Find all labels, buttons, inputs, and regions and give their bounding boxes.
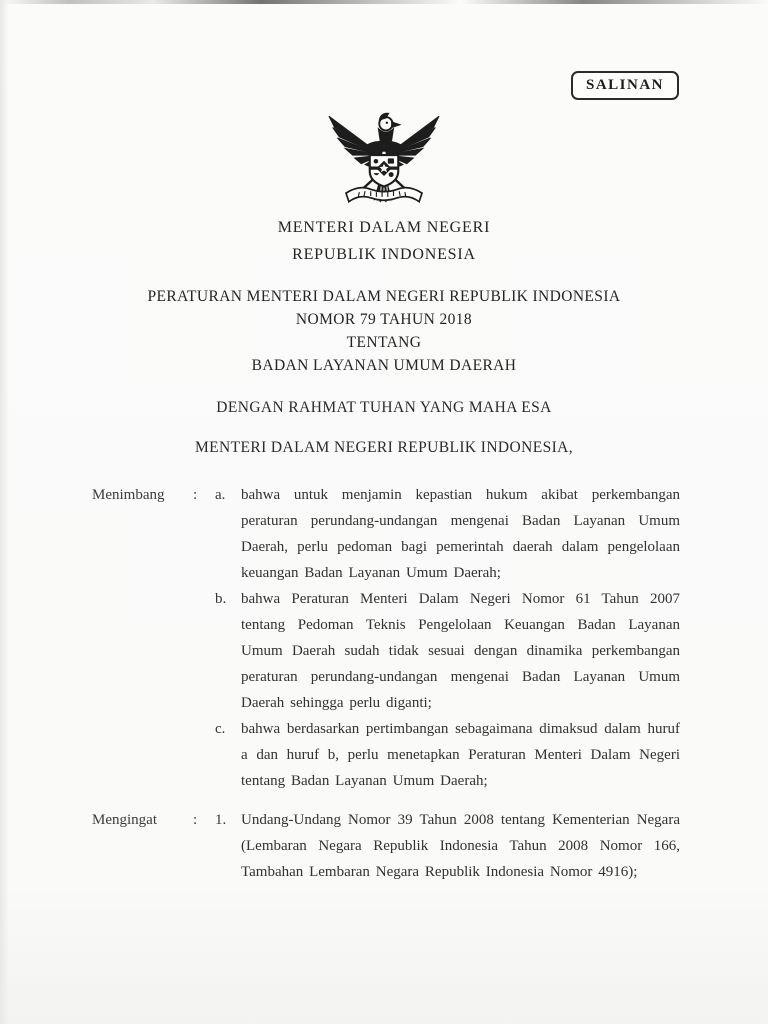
clause-text: bahwa berdasarkan pertimbangan sebagaimana dimaksud dalam huruf a dan huruf b, perlu menetapkan Peraturan Menteri Dalam Negeri tentang Badan Layanan Umum Daerah;: [241, 721, 680, 789]
section-label: Menimbang: [92, 487, 165, 503]
ministry-header: [0, 214, 768, 268]
clause-marker: c.: [215, 721, 226, 737]
section-separator: :: [193, 487, 198, 503]
section-menimbang: [92, 482, 680, 794]
salinan-stamp-label: SALINAN: [585, 77, 664, 93]
clause-1: [215, 807, 680, 885]
scan-artifact-top-edge: [0, 0, 768, 4]
clause-text: bahwa untuk menjamin kepastian hukum akibat perkembangan peraturan perundang-undangan mengenai Badan Layanan Umum Daerah, perlu pedoman bagi pemerintah daerah dalam pengelolaan keuangan Badan Layanan Umum Daerah;: [241, 487, 680, 581]
clause-text: bahwa Peraturan Menteri Dalam Negeri Nomor 61 Tahun 2007 tentang Pedoman Teknis Pengelolaan Keuangan Badan Layanan Umum Daerah sudah tidak sesuai dengan dinamika perkembangan peraturan perundang-undangan mengenai Badan Layanan Umum Daerah sehingga perlu diganti;: [241, 591, 680, 711]
regulation-title-line1: PERATURAN MENTERI DALAM NEGERI REPUBLIK INDONESIA: [147, 288, 621, 305]
garuda-pancasila-emblem-icon: [327, 107, 441, 207]
clause-marker: a.: [215, 487, 226, 503]
regulation-tentang: TENTANG: [346, 334, 422, 351]
document-body: [92, 482, 680, 885]
clause-marker: 1.: [215, 812, 227, 828]
section-label: Mengingat: [92, 812, 157, 828]
authority-line: MENTERI DALAM NEGERI REPUBLIK INDONESIA,: [194, 439, 574, 456]
section-mengingat: [92, 807, 680, 885]
clause-marker: b.: [215, 591, 227, 607]
section-clauses: [215, 482, 680, 794]
regulation-number: NOMOR 79 TAHUN 2018: [295, 311, 473, 328]
regulation-title: [0, 285, 768, 377]
clause-c: [215, 716, 680, 794]
section-separator: :: [193, 812, 198, 828]
clause-b: [215, 586, 680, 716]
republic-name: REPUBLIK INDONESIA: [292, 246, 476, 263]
clause-a: [215, 482, 680, 586]
regulation-subject: BADAN LAYANAN UMUM DAERAH: [251, 357, 517, 374]
section-clauses: [215, 807, 680, 885]
clause-text: Undang-Undang Nomor 39 Tahun 2008 tentang Kementerian Negara (Lembaran Negara Republik Indonesia Tahun 2008 Nomor 166, Tambahan Lembaran Negara Republik Indonesia Nomor 4916);: [241, 812, 680, 880]
invocation-line: DENGAN RAHMAT TUHAN YANG MAHA ESA: [216, 399, 552, 416]
scan-artifact-left-edge: [0, 0, 9, 1024]
ministry-name: MENTERI DALAM NEGERI: [277, 219, 491, 236]
salinan-stamp: [571, 71, 679, 100]
